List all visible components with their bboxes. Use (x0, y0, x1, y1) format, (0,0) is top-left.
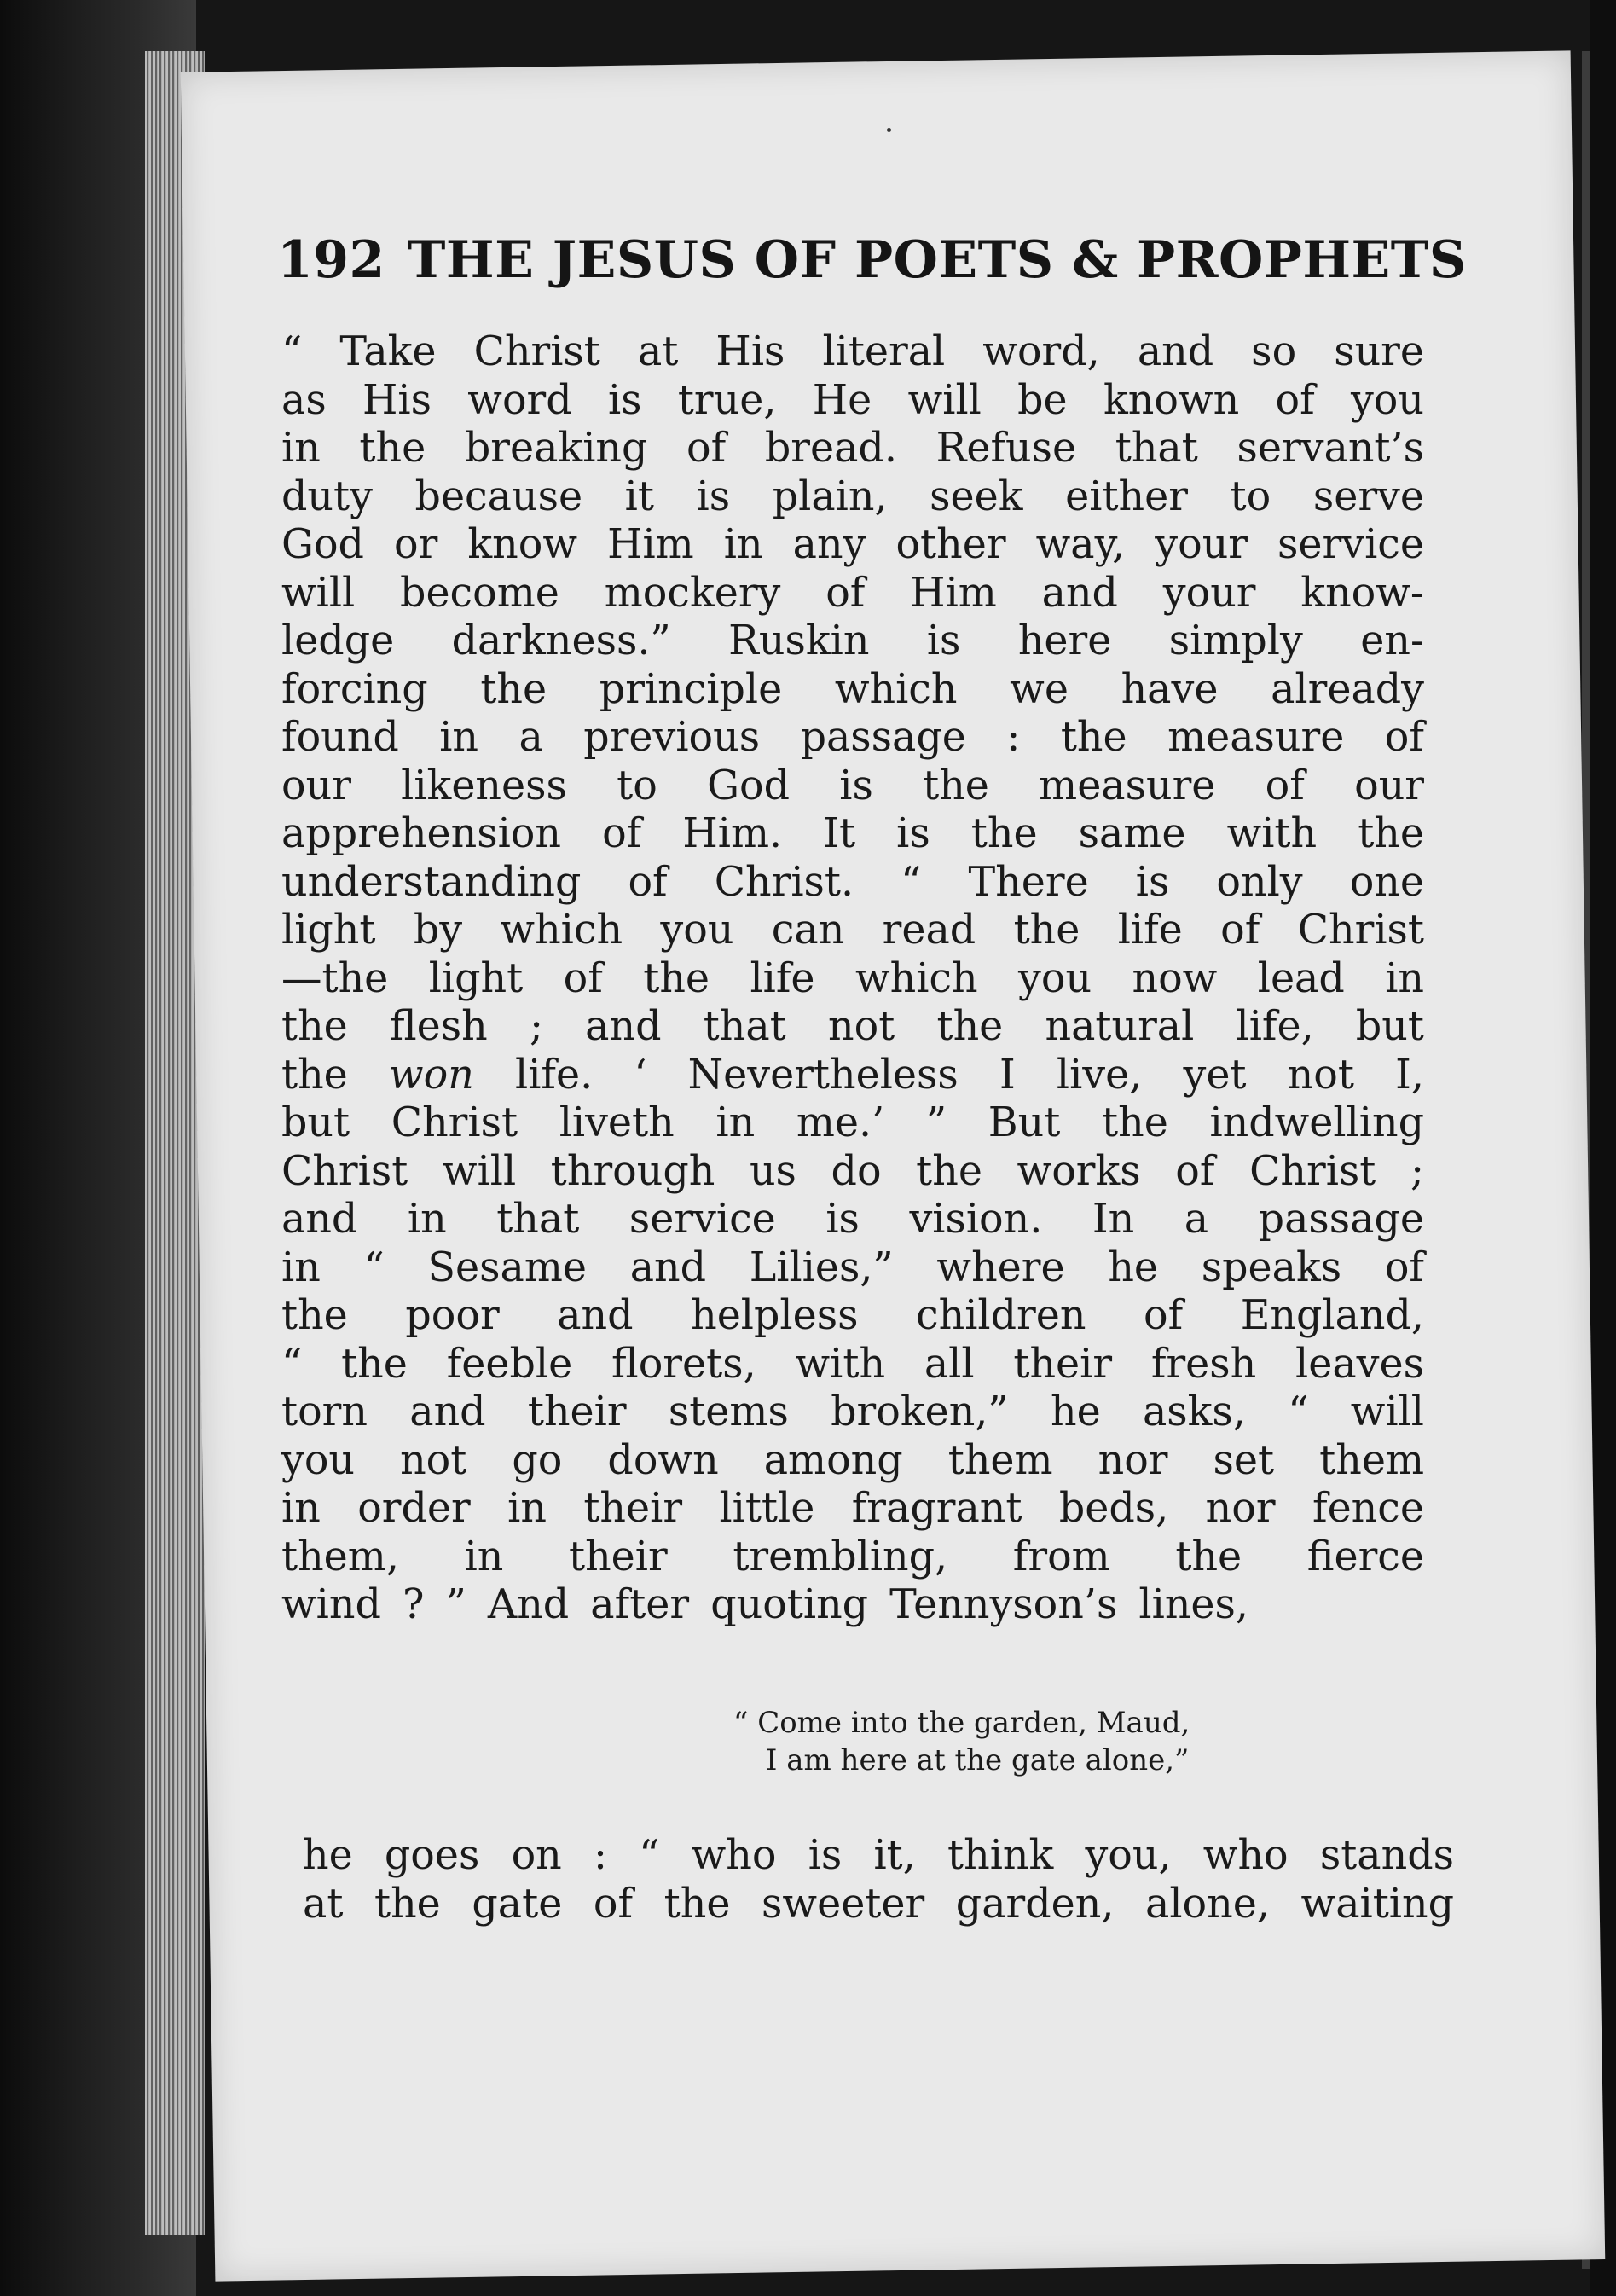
text-line: duty because it is plain, seek either to serve (281, 473, 1424, 520)
text-line: understanding of Christ. “ There is only one (281, 858, 1424, 906)
text-line: “ the feeble florets, with all their fresh leaves (281, 1340, 1424, 1388)
text-line: forcing the principle which we have already (281, 665, 1424, 713)
running-title: THE JESUS OF POETS & PROPHETS (407, 230, 1467, 290)
text-line: wind ? ” And after quoting Tennyson’s lines, (281, 1581, 1248, 1628)
text-line: you not go down among them nor set them (281, 1436, 1424, 1484)
text-line: the poor and helpless children of England, (281, 1292, 1424, 1339)
text-line: —the light of the life which you now lead in (281, 954, 1424, 1002)
text-line: will become mockery of Him and your know- (281, 569, 1424, 617)
text-line: in “ Sesame and Lilies,” where he speaks of (281, 1244, 1424, 1291)
text-line: he goes on : “ who is it, think you, who stands (303, 1832, 1454, 1879)
text-line: in the breaking of bread. Refuse that servant’s (281, 425, 1424, 472)
text-line: Christ will through us do the works of Christ ; (281, 1147, 1424, 1195)
text-line: torn and their stems broken,” he asks, “ will (281, 1389, 1424, 1435)
text-line: light by which you can read the life of Christ (281, 907, 1424, 954)
text-line: and in that service is vision. In a passage (281, 1196, 1424, 1243)
text-line: found in a previous passage : the measure of (281, 714, 1424, 761)
running-header (277, 230, 1467, 290)
text-line: God or know Him in any other way, your service (281, 521, 1424, 568)
text-line: apprehension of Him. It is the same with the (281, 810, 1424, 857)
emphasis-word: won (388, 1051, 474, 1099)
verse-line: I am here at the gate alone,” (766, 1743, 1190, 1777)
ink-speck (887, 128, 891, 132)
page-number: 192 (277, 230, 385, 290)
text-line: but Christ liveth in me.’ ” But the indwelling (281, 1099, 1424, 1146)
verse-quotation (733, 1704, 1190, 1779)
text-line: ledge darkness.” Ruskin is here simply en- (281, 617, 1424, 664)
text-line: them, in their trembling, from the fierce (281, 1533, 1424, 1580)
text-line: our likeness to God is the measure of our (281, 762, 1424, 809)
text-line: “ Take Christ at His literal word, and so sure (281, 328, 1424, 375)
text-line: at the gate of the sweeter garden, alone, waiting (303, 1880, 1454, 1928)
text-line: the won life. ‘ Nevertheless I live, yet not I, (281, 1051, 1424, 1099)
text-line: the flesh ; and that not the natural life, but (281, 1003, 1424, 1050)
body-paragraph (281, 328, 1424, 1630)
text-line: in order in their little fragrant beds, nor fence (281, 1485, 1424, 1532)
continuation-paragraph (303, 1832, 1454, 1928)
text-line: as His word is true, He will be known of you (281, 376, 1424, 424)
verse-line: “ Come into the garden, Maud, (733, 1706, 1190, 1740)
